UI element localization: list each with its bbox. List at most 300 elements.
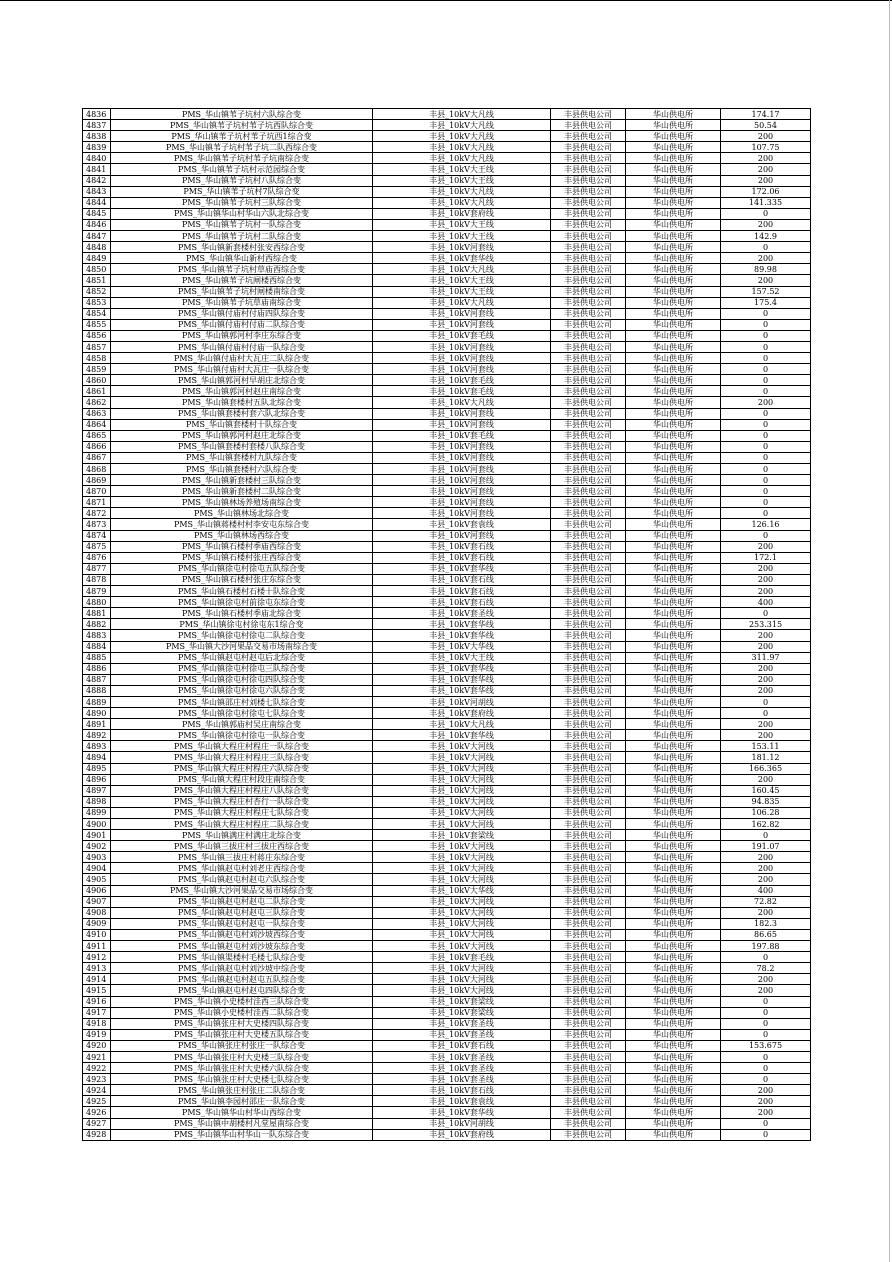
device-name-cell: PMS_华山镇徐屯村徐屯一队综合变: [111, 730, 373, 741]
capacity-cell: 0: [721, 1063, 811, 1074]
device-name-cell: PMS_华山镇赵屯村赵屯五队综合变: [111, 974, 373, 985]
line-cell: 丰县_10kV河套线: [373, 242, 551, 253]
line-cell: 丰县_10kV套府线: [373, 708, 551, 719]
capacity-cell: 0: [721, 996, 811, 1007]
capacity-cell: 200: [721, 1085, 811, 1096]
device-name-cell: PMS_华山镇张庄村大史楼七队综合变: [111, 1074, 373, 1085]
company-cell: 丰县供电公司: [551, 929, 626, 940]
row-number-cell: 4876: [83, 552, 111, 563]
line-cell: 丰县_10kV套毛线: [373, 375, 551, 386]
company-cell: 丰县供电公司: [551, 408, 626, 419]
row-number-cell: 4862: [83, 397, 111, 408]
table-row: [83, 863, 811, 874]
line-cell: 丰县_10kV大王线: [373, 175, 551, 186]
row-number-cell: 4886: [83, 663, 111, 674]
table-row: [83, 1029, 811, 1040]
table-row: [83, 896, 811, 907]
line-cell: 丰县_10kV大河线: [373, 918, 551, 929]
device-name-cell: PMS_华山镇赵屯村刘沙坡东综合变: [111, 941, 373, 952]
table-row: [83, 685, 811, 696]
row-number-cell: 4867: [83, 452, 111, 463]
company-cell: 丰县供电公司: [551, 619, 626, 630]
row-number-cell: 4919: [83, 1029, 111, 1040]
table-row: [83, 541, 811, 552]
capacity-cell: 0: [721, 1051, 811, 1062]
company-cell: 丰县供电公司: [551, 1107, 626, 1118]
company-cell: 丰县供电公司: [551, 608, 626, 619]
table-row: [83, 1074, 811, 1085]
row-number-cell: 4914: [83, 974, 111, 985]
line-cell: 丰县_10kV套毛线: [373, 386, 551, 397]
table-row: [83, 242, 811, 253]
row-number-cell: 4860: [83, 375, 111, 386]
table-row: [83, 530, 811, 541]
device-name-cell: PMS_华山镇石楼村季庙西综合变: [111, 541, 373, 552]
capacity-cell: 200: [721, 1096, 811, 1107]
station-cell: 华山供电所: [626, 1129, 721, 1140]
station-cell: 华山供电所: [626, 785, 721, 796]
station-cell: 华山供电所: [626, 696, 721, 707]
company-cell: 丰县供电公司: [551, 1096, 626, 1107]
capacity-cell: 200: [721, 275, 811, 286]
company-cell: 丰县供电公司: [551, 1074, 626, 1085]
line-cell: 丰县_10kV大王线: [373, 652, 551, 663]
line-cell: 丰县_10kV河套线: [373, 419, 551, 430]
table-row: [83, 552, 811, 563]
company-cell: 丰县供电公司: [551, 353, 626, 364]
line-cell: 丰县_10kV河套线: [373, 486, 551, 497]
station-cell: 华山供电所: [626, 918, 721, 929]
data-table: [82, 108, 811, 1141]
device-name-cell: PMS_华山镇华山村华山一队东综合变: [111, 1129, 373, 1140]
row-number-cell: 4863: [83, 408, 111, 419]
device-name-cell: PMS_华山镇赵屯村赵屯三队综合变: [111, 907, 373, 918]
line-cell: 丰县_10kV大凡线: [373, 153, 551, 164]
table-row: [83, 308, 811, 319]
device-name-cell: PMS_华山镇林场北综合变: [111, 508, 373, 519]
capacity-cell: 0: [721, 486, 811, 497]
line-cell: 丰县_10kV河套线: [373, 408, 551, 419]
table-row: [83, 353, 811, 364]
line-cell: 丰县_10kV大凡线: [373, 297, 551, 308]
device-name-cell: PMS_华山镇华山新村西综合变: [111, 253, 373, 264]
device-name-cell: PMS_华山镇张庄村大史楼三队综合变: [111, 1051, 373, 1062]
device-name-cell: PMS_华山镇邵庄村刘楼七队综合变: [111, 696, 373, 707]
station-cell: 华山供电所: [626, 885, 721, 896]
capacity-cell: 0: [721, 1007, 811, 1018]
capacity-cell: 0: [721, 386, 811, 397]
row-number-cell: 4906: [83, 885, 111, 896]
table-row: [83, 785, 811, 796]
station-cell: 华山供电所: [626, 874, 721, 885]
table-row: [83, 963, 811, 974]
row-number-cell: 4846: [83, 219, 111, 230]
row-number-cell: 4925: [83, 1096, 111, 1107]
capacity-cell: 200: [721, 153, 811, 164]
device-name-cell: PMS_华山镇苇子坑村六队综合变: [111, 109, 373, 120]
device-name-cell: PMS_华山镇大沙河果品交易市场综合变: [111, 885, 373, 896]
row-number-cell: 4898: [83, 796, 111, 807]
row-number-cell: 4856: [83, 330, 111, 341]
row-number-cell: 4922: [83, 1063, 111, 1074]
table-row: [83, 386, 811, 397]
capacity-cell: 200: [721, 985, 811, 996]
company-cell: 丰县供电公司: [551, 852, 626, 863]
capacity-cell: 0: [721, 430, 811, 441]
station-cell: 华山供电所: [626, 597, 721, 608]
company-cell: 丰县供电公司: [551, 219, 626, 230]
line-cell: 丰县_10kV大王线: [373, 219, 551, 230]
device-name-cell: PMS_华山镇徐屯村徐屯四队综合变: [111, 674, 373, 685]
page-right-edge: [889, 0, 890, 1262]
device-name-cell: PMS_华山镇新套楼村二队综合变: [111, 486, 373, 497]
device-name-cell: PMS_华山镇新套楼村张安西综合变: [111, 242, 373, 253]
station-cell: 华山供电所: [626, 763, 721, 774]
device-name-cell: PMS_华山镇赵屯村刘沙坡西综合变: [111, 929, 373, 940]
line-cell: 丰县_10kV大凡线: [373, 131, 551, 142]
line-cell: 丰县_10kV套华线: [373, 663, 551, 674]
station-cell: 华山供电所: [626, 109, 721, 120]
device-name-cell: PMS_华山镇套楼村套楼八队综合变: [111, 441, 373, 452]
capacity-cell: 200: [721, 730, 811, 741]
company-cell: 丰县供电公司: [551, 741, 626, 752]
station-cell: 华山供电所: [626, 819, 721, 830]
line-cell: 丰县_10kV大河线: [373, 974, 551, 985]
device-name-cell: PMS_华山镇蒋楼村村李安屯东综合变: [111, 519, 373, 530]
row-number-cell: 4908: [83, 907, 111, 918]
table-row: [83, 974, 811, 985]
table-row: [83, 164, 811, 175]
table-row: [83, 586, 811, 597]
company-cell: 丰县供电公司: [551, 952, 626, 963]
capacity-cell: 0: [721, 375, 811, 386]
line-cell: 丰县_10kV套梁线: [373, 830, 551, 841]
device-name-cell: PMS_华山镇付庙村付庙二队综合变: [111, 319, 373, 330]
capacity-cell: 200: [721, 974, 811, 985]
table-row: [83, 1018, 811, 1029]
device-name-cell: PMS_华山镇大程庄村程庄六队综合变: [111, 763, 373, 774]
table-row: [83, 1007, 811, 1018]
row-number-cell: 4872: [83, 508, 111, 519]
station-cell: 华山供电所: [626, 430, 721, 441]
table-row: [83, 796, 811, 807]
line-cell: 丰县_10kV大河线: [373, 819, 551, 830]
device-name-cell: PMS_华山镇郭河村李庄东综合变: [111, 330, 373, 341]
line-cell: 丰县_10kV大凡线: [373, 719, 551, 730]
company-cell: 丰县供电公司: [551, 375, 626, 386]
line-cell: 丰县_10kV套毛线: [373, 952, 551, 963]
station-cell: 华山供电所: [626, 1118, 721, 1129]
device-name-cell: PMS_华山镇小史楼村洼西三队综合变: [111, 996, 373, 1007]
device-name-cell: PMS_华山镇大程庄村程庄三队综合变: [111, 752, 373, 763]
capacity-cell: 0: [721, 441, 811, 452]
capacity-cell: 172.1: [721, 552, 811, 563]
row-number-cell: 4905: [83, 874, 111, 885]
station-cell: 华山供电所: [626, 197, 721, 208]
line-cell: 丰县_10kV套华线: [373, 674, 551, 685]
station-cell: 华山供电所: [626, 219, 721, 230]
row-number-cell: 4883: [83, 630, 111, 641]
capacity-cell: 86.65: [721, 929, 811, 940]
station-cell: 华山供电所: [626, 574, 721, 585]
station-cell: 华山供电所: [626, 1040, 721, 1051]
company-cell: 丰县供电公司: [551, 674, 626, 685]
company-cell: 丰县供电公司: [551, 896, 626, 907]
row-number-cell: 4927: [83, 1118, 111, 1129]
station-cell: 华山供电所: [626, 397, 721, 408]
table-row: [83, 885, 811, 896]
table-row: [83, 563, 811, 574]
capacity-cell: 50.54: [721, 120, 811, 131]
station-cell: 华山供电所: [626, 952, 721, 963]
capacity-cell: 400: [721, 597, 811, 608]
station-cell: 华山供电所: [626, 419, 721, 430]
device-name-cell: PMS_华山镇付庙村付庙一队综合变: [111, 341, 373, 352]
capacity-cell: 78.2: [721, 963, 811, 974]
row-number-cell: 4888: [83, 685, 111, 696]
company-cell: 丰县供电公司: [551, 1118, 626, 1129]
company-cell: 丰县供电公司: [551, 752, 626, 763]
table-row: [83, 708, 811, 719]
row-number-cell: 4917: [83, 1007, 111, 1018]
row-number-cell: 4851: [83, 275, 111, 286]
company-cell: 丰县供电公司: [551, 586, 626, 597]
station-cell: 华山供电所: [626, 685, 721, 696]
station-cell: 华山供电所: [626, 929, 721, 940]
company-cell: 丰县供电公司: [551, 1063, 626, 1074]
row-number-cell: 4848: [83, 242, 111, 253]
line-cell: 丰县_10kV河套线: [373, 364, 551, 375]
company-cell: 丰县供电公司: [551, 885, 626, 896]
station-cell: 华山供电所: [626, 275, 721, 286]
row-number-cell: 4841: [83, 164, 111, 175]
table-row: [83, 763, 811, 774]
capacity-cell: 200: [721, 674, 811, 685]
table-row: [83, 608, 811, 619]
table-row: [83, 286, 811, 297]
station-cell: 华山供电所: [626, 652, 721, 663]
capacity-cell: 0: [721, 319, 811, 330]
table-row: [83, 253, 811, 264]
company-cell: 丰县供电公司: [551, 308, 626, 319]
company-cell: 丰县供电公司: [551, 319, 626, 330]
line-cell: 丰县_10kV套毛线: [373, 330, 551, 341]
company-cell: 丰县供电公司: [551, 153, 626, 164]
capacity-cell: 174.17: [721, 109, 811, 120]
company-cell: 丰县供电公司: [551, 597, 626, 608]
line-cell: 丰县_10kV套华线: [373, 630, 551, 641]
company-cell: 丰县供电公司: [551, 696, 626, 707]
station-cell: 华山供电所: [626, 807, 721, 818]
device-name-cell: PMS_华山镇三拔庄村三拔庄西综合变: [111, 841, 373, 852]
device-name-cell: PMS_华山镇苇子坑村三队综合变: [111, 197, 373, 208]
station-cell: 华山供电所: [626, 619, 721, 630]
table-row: [83, 1040, 811, 1051]
station-cell: 华山供电所: [626, 175, 721, 186]
row-number-cell: 4918: [83, 1018, 111, 1029]
table-row: [83, 375, 811, 386]
station-cell: 华山供电所: [626, 375, 721, 386]
line-cell: 丰县_10kV大凡线: [373, 264, 551, 275]
line-cell: 丰县_10kV大河线: [373, 863, 551, 874]
device-name-cell: PMS_华山镇大程庄村程庄一队综合变: [111, 741, 373, 752]
row-number-cell: 4900: [83, 819, 111, 830]
capacity-cell: 0: [721, 1018, 811, 1029]
capacity-cell: 162.82: [721, 819, 811, 830]
line-cell: 丰县_10kV大凡线: [373, 142, 551, 153]
line-cell: 丰县_10kV大河线: [373, 774, 551, 785]
line-cell: 丰县_10kV大河线: [373, 941, 551, 952]
company-cell: 丰县供电公司: [551, 819, 626, 830]
table-row: [83, 830, 811, 841]
capacity-cell: 311.97: [721, 652, 811, 663]
capacity-cell: 0: [721, 419, 811, 430]
company-cell: 丰县供电公司: [551, 708, 626, 719]
row-number-cell: 4865: [83, 430, 111, 441]
row-number-cell: 4877: [83, 563, 111, 574]
line-cell: 丰县_10kV大王线: [373, 164, 551, 175]
line-cell: 丰县_10kV河套线: [373, 497, 551, 508]
row-number-cell: 4920: [83, 1040, 111, 1051]
station-cell: 华山供电所: [626, 1051, 721, 1062]
company-cell: 丰县供电公司: [551, 142, 626, 153]
station-cell: 华山供电所: [626, 441, 721, 452]
capacity-cell: 400: [721, 885, 811, 896]
row-number-cell: 4855: [83, 319, 111, 330]
capacity-cell: 0: [721, 330, 811, 341]
station-cell: 华山供电所: [626, 1063, 721, 1074]
table-row: [83, 941, 811, 952]
line-cell: 丰县_10kV河胡线: [373, 1118, 551, 1129]
row-number-cell: 4928: [83, 1129, 111, 1140]
line-cell: 丰县_10kV套圣线: [373, 1074, 551, 1085]
row-number-cell: 4921: [83, 1051, 111, 1062]
line-cell: 丰县_10kV大河线: [373, 963, 551, 974]
device-name-cell: PMS_华山镇华山村华山西综合变: [111, 1107, 373, 1118]
line-cell: 丰县_10kV河套线: [373, 319, 551, 330]
row-number-cell: 4858: [83, 353, 111, 364]
capacity-cell: 0: [721, 308, 811, 319]
row-number-cell: 4884: [83, 641, 111, 652]
station-cell: 华山供电所: [626, 730, 721, 741]
company-cell: 丰县供电公司: [551, 1051, 626, 1062]
station-cell: 华山供电所: [626, 719, 721, 730]
device-name-cell: PMS_华山镇赵屯村赵屯六队综合变: [111, 874, 373, 885]
company-cell: 丰县供电公司: [551, 464, 626, 475]
table-row: [83, 1051, 811, 1062]
line-cell: 丰县_10kV大河线: [373, 807, 551, 818]
page-top-rule: [0, 0, 892, 1]
line-cell: 丰县_10kV大河线: [373, 874, 551, 885]
company-cell: 丰县供电公司: [551, 508, 626, 519]
table-row: [83, 109, 811, 120]
line-cell: 丰县_10kV大凡线: [373, 197, 551, 208]
device-name-cell: PMS_华山镇小史楼村洼西二队综合变: [111, 1007, 373, 1018]
line-cell: 丰县_10kV大凡线: [373, 109, 551, 120]
row-number-cell: 4880: [83, 597, 111, 608]
station-cell: 华山供电所: [626, 231, 721, 242]
company-cell: 丰县供电公司: [551, 652, 626, 663]
row-number-cell: 4901: [83, 830, 111, 841]
line-cell: 丰县_10kV大华线: [373, 641, 551, 652]
company-cell: 丰县供电公司: [551, 552, 626, 563]
table-row: [83, 208, 811, 219]
device-name-cell: PMS_华山镇徐屯村徐屯东1综合变: [111, 619, 373, 630]
table-row: [83, 774, 811, 785]
station-cell: 华山供电所: [626, 752, 721, 763]
table-row: [83, 408, 811, 419]
company-cell: 丰县供电公司: [551, 519, 626, 530]
row-number-cell: 4836: [83, 109, 111, 120]
station-cell: 华山供电所: [626, 353, 721, 364]
capacity-cell: 0: [721, 608, 811, 619]
table-row: [83, 464, 811, 475]
table-row: [83, 929, 811, 940]
line-cell: 丰县_10kV大河线: [373, 763, 551, 774]
row-number-cell: 4859: [83, 364, 111, 375]
row-number-cell: 4866: [83, 441, 111, 452]
capacity-cell: 153.675: [721, 1040, 811, 1051]
station-cell: 华山供电所: [626, 674, 721, 685]
row-number-cell: 4887: [83, 674, 111, 685]
company-cell: 丰县供电公司: [551, 231, 626, 242]
line-cell: 丰县_10kV大河线: [373, 985, 551, 996]
table-row: [83, 819, 811, 830]
capacity-cell: 200: [721, 774, 811, 785]
row-number-cell: 4854: [83, 308, 111, 319]
device-name-cell: PMS_华山镇华山村华山六队北综合变: [111, 208, 373, 219]
row-number-cell: 4838: [83, 131, 111, 142]
table-row: [83, 807, 811, 818]
station-cell: 华山供电所: [626, 319, 721, 330]
capacity-cell: 153.11: [721, 741, 811, 752]
capacity-cell: 0: [721, 952, 811, 963]
line-cell: 丰县_10kV大王线: [373, 286, 551, 297]
company-cell: 丰县供电公司: [551, 253, 626, 264]
device-name-cell: PMS_华山镇李园村邵庄一队综合变: [111, 1096, 373, 1107]
capacity-cell: 200: [721, 397, 811, 408]
capacity-cell: 0: [721, 830, 811, 841]
row-number-cell: 4926: [83, 1107, 111, 1118]
table-row: [83, 231, 811, 242]
table-row: [83, 1085, 811, 1096]
table-row: [83, 508, 811, 519]
company-cell: 丰县供电公司: [551, 1007, 626, 1018]
line-cell: 丰县_10kV套华线: [373, 563, 551, 574]
line-cell: 丰县_10kV套圣线: [373, 608, 551, 619]
capacity-cell: 200: [721, 131, 811, 142]
station-cell: 华山供电所: [626, 630, 721, 641]
line-cell: 丰县_10kV大凡线: [373, 397, 551, 408]
capacity-cell: 200: [721, 874, 811, 885]
capacity-cell: 175.4: [721, 297, 811, 308]
row-number-cell: 4853: [83, 297, 111, 308]
line-cell: 丰县_10kV套石线: [373, 586, 551, 597]
line-cell: 丰县_10kV套袁线: [373, 1096, 551, 1107]
company-cell: 丰县供电公司: [551, 197, 626, 208]
device-name-cell: PMS_华山镇徐屯村徐屯七队综合变: [111, 708, 373, 719]
table-row: [83, 419, 811, 430]
company-cell: 丰县供电公司: [551, 563, 626, 574]
station-cell: 华山供电所: [626, 464, 721, 475]
station-cell: 华山供电所: [626, 242, 721, 253]
table-row: [83, 120, 811, 131]
table-row: [83, 319, 811, 330]
row-number-cell: 4915: [83, 985, 111, 996]
company-cell: 丰县供电公司: [551, 297, 626, 308]
row-number-cell: 4839: [83, 142, 111, 153]
device-name-cell: PMS_华山镇苇子坑村苇子坑二队西综合变: [111, 142, 373, 153]
